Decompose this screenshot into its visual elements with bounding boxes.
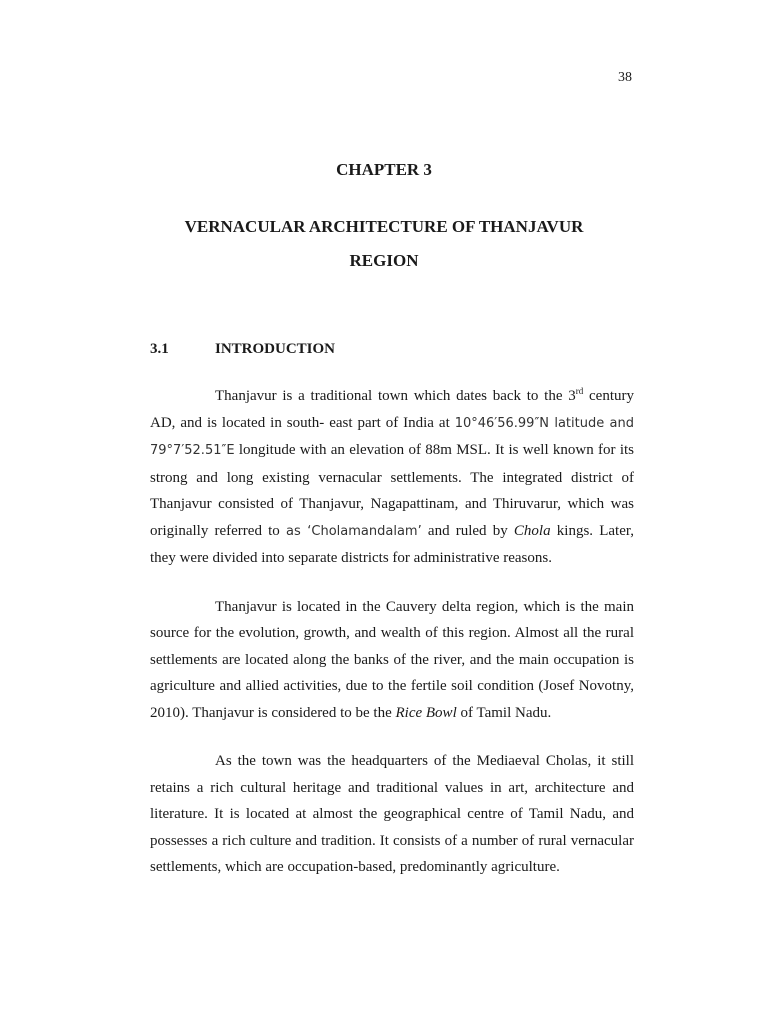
p1-coordinates: 10°46′56.99″N latitude and 79°7′52.51″E bbox=[150, 415, 634, 458]
p1-text-3: longitude with an elevation of 88m MSL. It is well known for its strong and long existing vernacular settlements. The integrated district of Thanjavur consisted of Thanjavur, Nagapattinam, and Thiruvarur, which was originally referred to bbox=[150, 442, 634, 539]
paragraph-2 bbox=[150, 594, 634, 727]
p1-text-4: and ruled by bbox=[421, 522, 514, 539]
section-title: INTRODUCTION bbox=[215, 341, 336, 357]
p1-cholamandalam: as ‘Cholamandalam’ bbox=[285, 523, 422, 539]
p2-text-2: of Tamil Nadu. bbox=[456, 704, 552, 721]
paragraph-1 bbox=[150, 383, 634, 572]
body-text bbox=[150, 383, 634, 903]
p2-text-1: Thanjavur is located in the Cauvery delta region, which is the main source for the evolution, growth, and wealth of this region. Almost all the rural settlements are located along the banks of the river, and the main occupation is agriculture and allied activities, due to the fertile soil condition (Josef Novotny, 2010). Thanjavur is considered to be the bbox=[150, 598, 634, 721]
p2-rice-bowl: Rice Bowl bbox=[395, 704, 457, 721]
p1-superscript: rd bbox=[575, 386, 584, 396]
section-number: 3.1 bbox=[150, 341, 169, 357]
p1-chola: Chola bbox=[513, 522, 551, 539]
page-number: 38 bbox=[618, 70, 632, 85]
section-heading bbox=[150, 341, 335, 358]
chapter-heading: CHAPTER 3 bbox=[336, 160, 432, 179]
p1-text-1: Thanjavur is a traditional town which dates back to the 3 bbox=[215, 388, 576, 404]
p1-text-2: century AD, and is located in south- east part of India at bbox=[150, 388, 634, 431]
p1-text-5: kings. Later, they were divided into separate districts for administrative reasons. bbox=[150, 522, 635, 566]
chapter-title: VERNACULAR ARCHITECTURE OF THANJAVUR REGION bbox=[184, 217, 584, 270]
paragraph-3: As the town was the headquarters of the Mediaeval Cholas, it still retains a rich cultural heritage and traditional values in art, architecture and literature. It is located at almost the geographical centre of Tamil Nadu, and possesses a rich culture and tradition. It consists of a number of rural vernacular settlements, which are occupation-based, predominantly agriculture. bbox=[150, 753, 634, 875]
